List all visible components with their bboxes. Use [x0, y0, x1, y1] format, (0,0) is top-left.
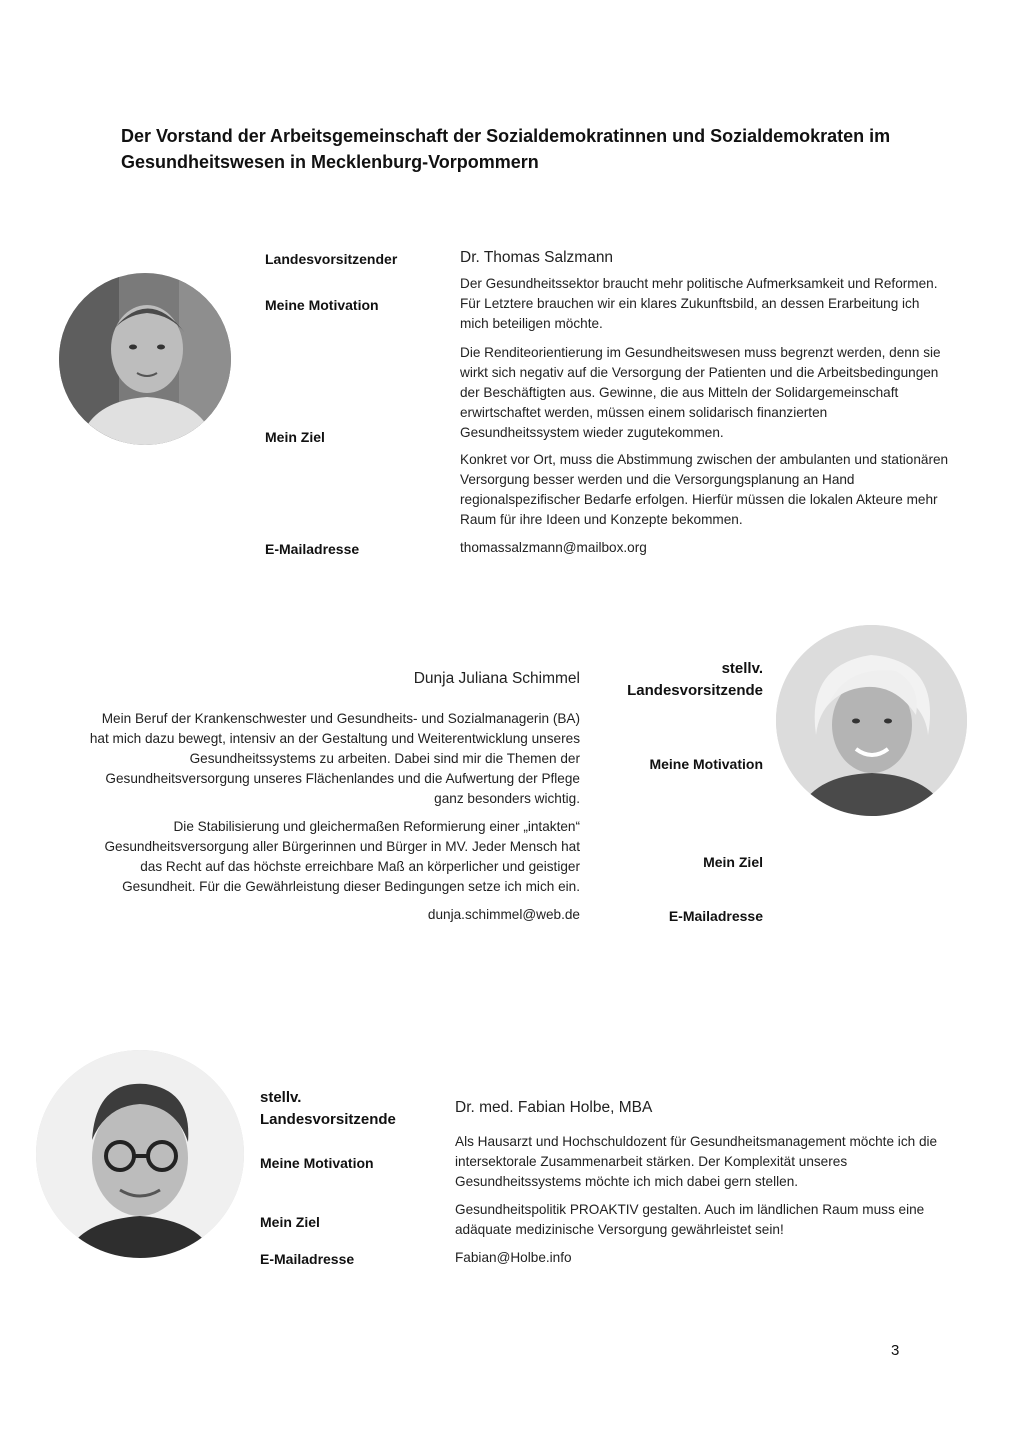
motivation-text-2: Die Renditeorientierung im Gesundheitswesen muss begrenzt werden, denn sie wirkt sich negativ auf die Versorgung der Patienten und die Arbeitsbedingungen der Beschäftigten aus. Gewinne, die aus Mitteln der Solidargemeinschaft erwirtschaftet werden, müssen einem solidarisch finanzierten Gesundheitssystem wieder zugutekommen. — [460, 345, 941, 440]
portrait-image — [776, 625, 967, 816]
role-label-line1: stellv. — [721, 660, 763, 677]
page-title: Der Vorstand der Arbeitsgemeinschaft der Sozialdemokratinnen und Sozialdemokraten im Gesundheitswesen in Mecklenburg-Vorpommern — [121, 126, 891, 172]
motivation-text: Als Hausarzt und Hochschuldozent für Gesundheitsmanagement möchte ich die intersektorale Zusammenarbeit stärken. Der Komplexität unseres Gesundheitssystems möchte ich mich dabei gern stellen. — [455, 1134, 938, 1189]
portrait-thomas-salzmann — [59, 273, 231, 445]
motivation-label: Meine Motivation — [649, 756, 763, 772]
motivation-label: Meine Motivation — [260, 1155, 374, 1171]
email-label: E-Mailadresse — [265, 541, 360, 557]
role-label-line2: Landesvorsitzende — [627, 682, 763, 699]
role-label: Landesvorsitzender — [265, 251, 398, 267]
member-name: Dr. Thomas Salzmann — [460, 249, 614, 266]
email-label: E-Mailadresse — [260, 1251, 355, 1267]
email-address[interactable]: thomassalzmann@mailbox.org — [460, 540, 647, 555]
portrait-dunja-schimmel — [776, 625, 967, 816]
motivation-label: Meine Motivation — [265, 297, 379, 313]
portrait-image — [36, 1050, 244, 1258]
page-number: 3 — [891, 1342, 900, 1359]
motivation-text: Der Gesundheitssektor braucht mehr politische Aufmerksamkeit und Reformen. Für Letztere brauchen wir ein klares Zukunftsbild, an dessen Erarbeitung ich mich beteiligen möchte. — [460, 276, 938, 331]
goal-text: Gesundheitspolitik PROAKTIV gestalten. Auch im ländlichen Raum muss eine adäquate medizinische Versorgung gewährleistet sein! — [455, 1202, 925, 1237]
portrait-image — [59, 273, 231, 445]
goal-label: Mein Ziel — [703, 854, 763, 870]
role-label-line2: Landesvorsitzende — [260, 1111, 396, 1128]
goal-text: Konkret vor Ort, muss die Abstimmung zwischen der ambulanten und stationären Versorgung besser werden und die Versorgungsplanung an Hand regionalspezifischer Bedarfe erfolgen. Hierfür müssen die lokalen Akteure mehr Raum für ihre Ideen und Konzepte bekommen. — [460, 452, 949, 527]
member-name: Dunja Juliana Schimmel — [413, 670, 580, 687]
email-label: E-Mailadresse — [668, 908, 763, 924]
portrait-fabian-holbe — [36, 1050, 244, 1258]
goal-text: Die Stabilisierung und gleichermaßen Reformierung einer „intakten“ Gesundheitsversorgung aller Bürgerinnen und Bürger in MV. Jeder Mensch hat das Recht auf das höchste erreichbare Maß an körperlicher und geistiger Gesundheit. Für die Gewährleistung dieser Bedingungen setze ich mich ein. — [104, 819, 580, 894]
goal-label: Mein Ziel — [265, 429, 325, 445]
email-address[interactable]: Fabian@Holbe.info — [455, 1250, 572, 1265]
email-address[interactable]: dunja.schimmel@web.de — [427, 907, 580, 922]
member-name: Dr. med. Fabian Holbe, MBA — [455, 1099, 653, 1116]
motivation-text: Mein Beruf der Krankenschwester und Gesundheits- und Sozialmanagerin (BA) hat mich dazu bewegt, intensiv an der Gestaltung und Weiterentwicklung unseres Gesundheitssystems zu arbeiten. Dabei sind mir die Themen der Gesundheitsversorgung unseres Flächenlandes und die Aufwertung der Pflege ganz besonders wichtig. — [89, 711, 580, 806]
goal-label: Mein Ziel — [260, 1214, 320, 1230]
role-label-line1: stellv. — [260, 1089, 302, 1106]
